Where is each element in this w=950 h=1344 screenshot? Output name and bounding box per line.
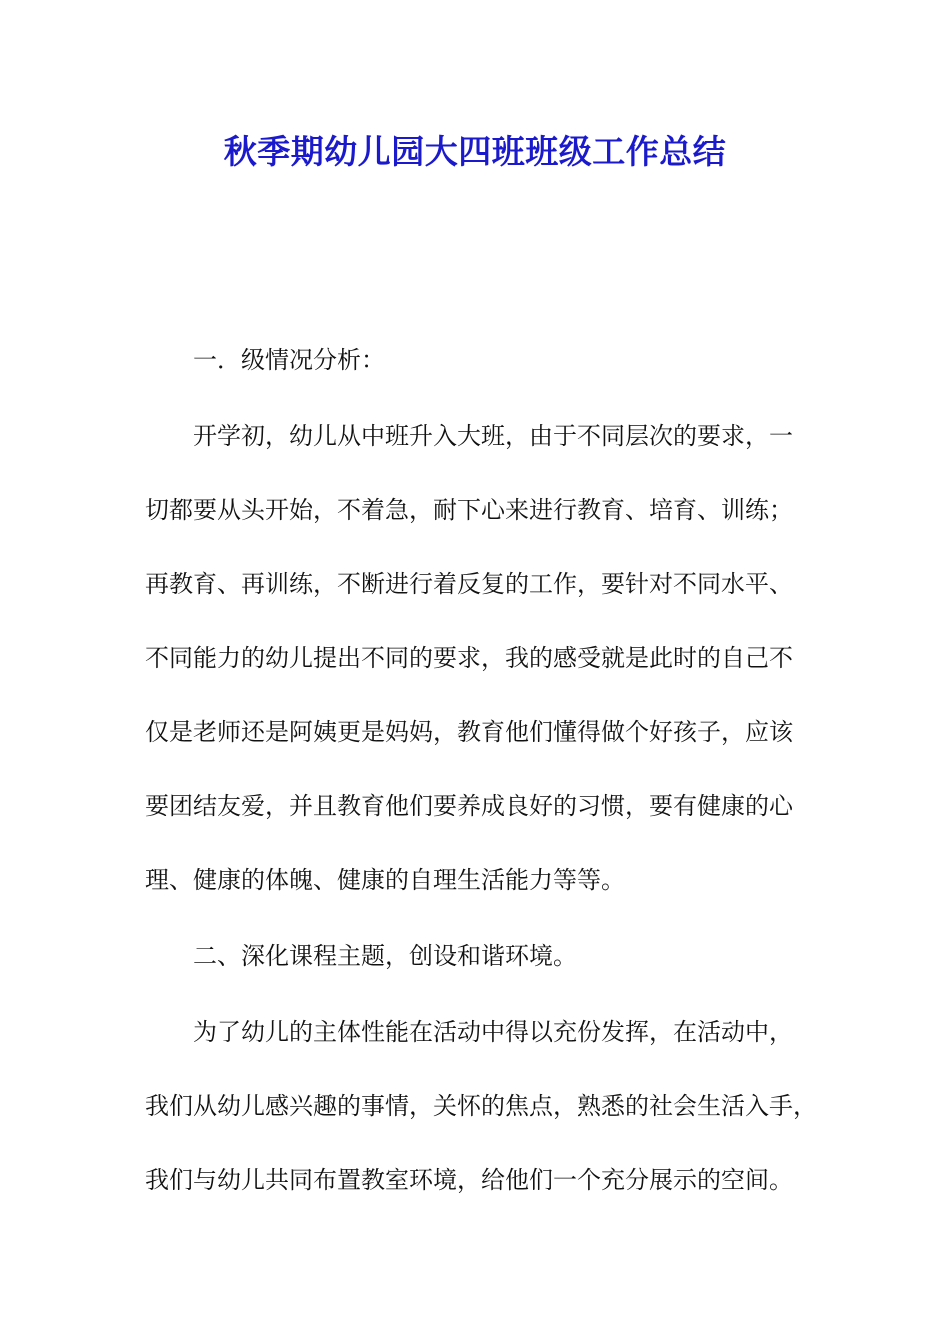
paragraph-2-line-1: 为了幼儿的主体性能在活动中得以充份发挥，在活动中， bbox=[193, 1018, 793, 1046]
paragraph-1-line-6: 要团结友爱，并且教育他们要养成良好的习惯，要有健康的心 bbox=[145, 792, 793, 820]
section-heading-2: 二、深化课程主题，创设和谐环境。 bbox=[193, 942, 577, 970]
paragraph-1-line-5: 仅是老师还是阿姨更是妈妈，教育他们懂得做个好孩子，应该 bbox=[145, 718, 793, 746]
paragraph-1-line-4: 不同能力的幼儿提出不同的要求，我的感受就是此时的自己不 bbox=[145, 644, 793, 672]
paragraph-1-line-1: 开学初，幼儿从中班升入大班，由于不同层次的要求，一 bbox=[193, 422, 793, 450]
paragraph-1-line-7: 理、健康的体魄、健康的自理生活能力等等。 bbox=[145, 866, 625, 894]
paragraph-2-line-2: 我们从幼儿感兴趣的事情，关怀的焦点，熟悉的社会生活入手， bbox=[145, 1092, 817, 1120]
paragraph-1-line-3: 再教育、再训练，不断进行着反复的工作，要针对不同水平、 bbox=[145, 570, 793, 598]
paragraph-2-line-3: 我们与幼儿共同布置教室环境，给他们一个充分展示的空间。 bbox=[145, 1166, 793, 1194]
document-title: 秋季期幼儿园大四班班级工作总结 bbox=[223, 132, 727, 171]
paragraph-1-line-2: 切都要从头开始，不着急，耐下心来进行教育、培育、训练； bbox=[145, 496, 793, 524]
section-heading-1: 一．级情况分析： bbox=[193, 346, 385, 374]
